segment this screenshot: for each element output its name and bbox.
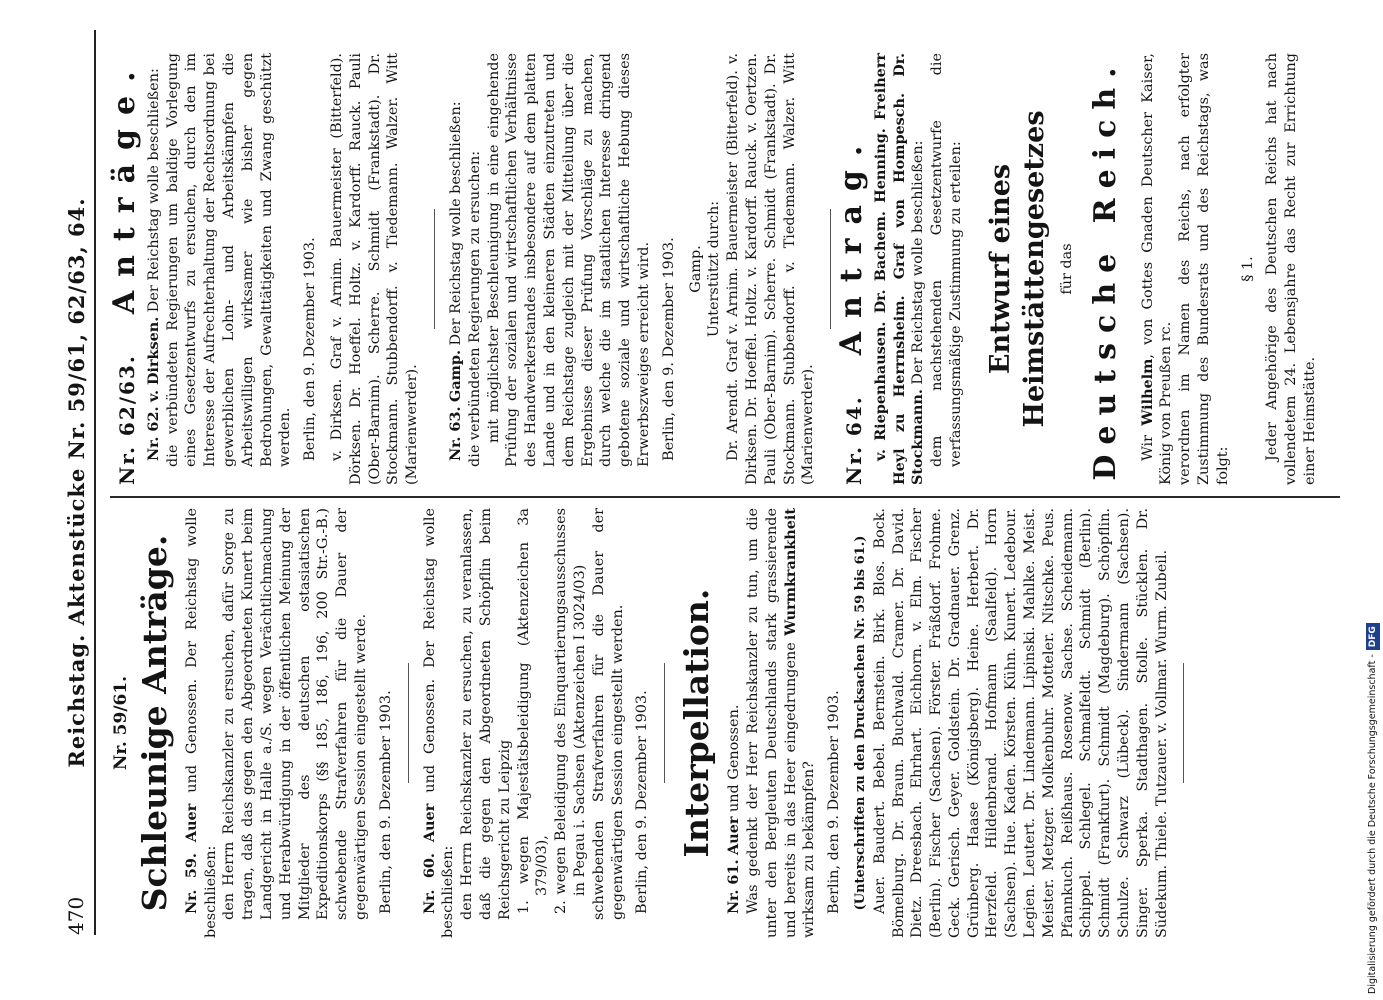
motion-60-body-2: schwebenden Strafverfahren für die Dauer der gegenwärtigen Session eingestellt werden. — [590, 508, 626, 920]
motion-63-body-2: mit möglichster Beschleunigung in eine eingehende Prüfung der sozialen und wirtschaftlichen Verhältnisse des Handwerkerstandes insbesondere auf dem platten Lande und in den kleineren Städten einzutreten und dem Reichstage zugleich mit der Mitteilung über die Ergebnisse dieser Prüfung Vorschläge zu machen, durch welche die im staatlichen Interesse dringend gebotene soziale und wirtschaftliche Hebung dieses Erwerbszweiges erreicht wird. — [485, 53, 652, 467]
motion-59-intro — [183, 508, 221, 938]
interpellation-61-bold: Wurmkrankheit — [781, 508, 799, 636]
bill-wir-rest: , von Gottes Gnaden Deutscher Kaiser, König von Preußen rc. — [1139, 53, 1175, 485]
motion-60-names: Auer — [420, 803, 438, 843]
motion-63-signer: Gamp. — [687, 245, 704, 293]
motion-63-supported-by: Unterstützt durch: — [706, 200, 723, 338]
motion-60-date: Berlin, den 9. Dezember 1903. — [634, 690, 651, 914]
interpellation-61-end: wirksam zu bekämpfen? — [801, 761, 818, 938]
motion-63-intro — [447, 53, 466, 485]
heading-schleunige-antraege: Schleunige Anträge. — [134, 534, 174, 912]
interpellation-61-label: Nr. 61. — [725, 859, 743, 914]
divider — [1183, 663, 1184, 783]
digitization-stamp-text — [1366, 8, 1380, 994]
motion-64-body: dem nachstehenden Gesetzentwurfe die verfassungsmäßige Zustimmung zu erteilen: — [929, 53, 965, 467]
signatures-list: Auer. Baudert. Bebel. Bernstein. Birk. Blos. Bock. Bömelburg. Dr. Braun. Buchwald. Cramer. Dr. David. Dietz. Dreesbach. Ehrhart. Eichhorn. v. Elm. Fischer (Berlin). Fischer (Sachsen). Förster. Fräßdorf. Frohme. Geck. Gerisch. Geyer. Goldstein. Dr. Gradnauer. Grenz. Grünberg. Haase (Königsberg). Heine. Herbert. Dr. Herzfeld. Hildenbrand. Hofmann (Saalfeld). Horn (Sachsen). Hue. Kaden. Körsten. Kühn. Kunert. Ledebour. Legien. Leutert. Dr. Lindemann. Lipinski. Mahlke. Meist. Meister. Metzger. Molkenbuhr. Motteler. Nitschke. Peus. Pfannkuch. Reißhaus. Rosenow. Sachse. Scheidemann. Schippel. Schlegel. Schmalfeldt. Schmidt (Berlin). Schmidt (Frankfurt). Schmidt (Magdeburg). Schöpflin. Schulze. Schwarz (Lübeck). Sindermann (Sachsen). Singer. Sperka. Stadthagen. Stolle. Stücklen. Dr. Südekum. Thiele. Tutzauer. v. Vollmar. Wurm. Zubeil. — [871, 508, 1170, 938]
motion-63-date: Berlin, den 9. Dezember 1903. — [660, 237, 677, 461]
motion-63-supporters: Dr. Arendt. Graf v. Arnim. Bauermeister (Bitterfeld). v. Dirksen. Dr. Hoeffel. Holtz. v. Kardorff. Rauck. v. Oertzen. Pauli (Ober-Barnim). Scherre. Schmidt (Frankstadt). Dr. Stockmann. Stubbendorff. v. Tiedemann. Walzer. Witt (Marienwerder). — [725, 53, 817, 485]
motion-63-intro-text: Der Reichstag wolle beschließen: — [447, 101, 464, 351]
page-header — [62, 30, 92, 935]
motion-64-intro-text: Der Reichstag wolle beschließen: — [910, 140, 927, 390]
motion-60-item-1: 1. wegen Majestätsbeleidigung (Aktenzeichen 3a 379/03), — [515, 508, 551, 914]
bill-verordnen: verordnen im Namen des Reichs, nach erfolgter Zustimmung des Bundesrats und des Reichstags, was folgt: — [1177, 53, 1231, 485]
heading-antrag: Antrag. — [834, 131, 870, 356]
interpellation-61-intro-text: und Genossen. — [726, 704, 743, 817]
motion-62-names: v. Dirksen. — [144, 316, 162, 402]
motion-64-intro — [872, 53, 928, 485]
motion-64-names: v. Riepenhausen. Dr. Bachem. Henning. Freiherr Heyl zu Herrnsheim. Graf von Hompesch. Dr. Stockmann. — [871, 53, 927, 485]
motion-59-date: Berlin, den 9. Dezember 1903. — [377, 690, 394, 914]
divider — [434, 209, 435, 329]
interpellation-61-names: Auer — [725, 816, 743, 855]
left-column — [110, 508, 1343, 938]
motion-60-intro-text: und Genossen. Der Reichstag wolle beschließen: — [421, 508, 457, 938]
motion-59-names: Auer — [182, 803, 200, 843]
bill-paragraph-1-text: Jeder Angehörige des Deutschen Reichs hat nach vollendetem 24. Lebensjahre das Recht zur Errichtung einer Heimstätte. — [1264, 53, 1319, 485]
header-rule — [94, 30, 96, 935]
motion-59-body: den Herrn Reichskanzler zu ersuchen, dafür Sorge zu tragen, daß das gegen den Abgeordneten Kunert beim Landgericht in Halle a./S. wegen Verächtlichmachung und Herabwürdigung in der öffentlichen Meinung der Mitglieder des deutschen ostasiatischen Expeditionskorps (§§ 185, 186, 196, 200 Str.-G.-B.) schwebende Strafverfahren für die Dauer der gegenwärtigen Session eingestellt werde. — [221, 508, 369, 920]
motion-62-intro — [145, 53, 164, 485]
interpellation-61-text: Was gedenkt der Herr Reichskanzler zu tun, um die unter den Bergleuten Deutschlands stark grassierende und bereits in das Heer eingedrungene — [744, 508, 799, 938]
motion-59-label: Nr. 59. — [182, 853, 200, 914]
running-title: Reichstag. Aktenstücke Nr. 59/61, 62/63, 64. — [64, 197, 89, 768]
motion-63-names: Gamp. — [446, 350, 464, 402]
doc-number-59-61: Nr. 59/61. — [111, 675, 131, 771]
dfg-logo: DFG — [1366, 623, 1380, 650]
motion-60-intro — [421, 508, 459, 938]
motion-63-label: Nr. 63. — [446, 406, 464, 461]
motion-60-list — [515, 508, 590, 938]
column-divider — [110, 496, 1340, 498]
divider — [408, 663, 409, 783]
bill-preamble — [1139, 53, 1177, 485]
bill-wilhelm: Wilhelm — [1138, 358, 1156, 426]
doc-number-64: Nr. 64. — [842, 395, 867, 485]
bill-fuer-das: für das — [1058, 243, 1075, 295]
motion-60-label: Nr. 60. — [420, 853, 438, 914]
bill-paragraph-1: § 1. — [1239, 256, 1256, 282]
motion-60-item-2: 2. wegen Beleidigung des Einquartierungsausschusses in Pegau i. Sachsen (Aktenzeichen I 3024/03) — [553, 508, 588, 914]
motion-62-intro-text: Der Reichstag wolle beschließen: — [145, 68, 162, 317]
doc-heading-64 — [834, 53, 870, 485]
interpellation-61-intro — [725, 508, 744, 938]
bill-title: Entwurf eines Heimstättengesetzes — [984, 110, 1050, 428]
heading-interpellation: Interpellation. — [677, 588, 717, 858]
bill-reich: Deutsche Reich. — [1087, 57, 1123, 481]
motion-63-body: die verbündeten Regierungen zu ersuchen: — [466, 150, 483, 467]
motion-60-body: den Herrn Reichskanzler zu ersuchen, zu veranlassen, daß die gegen den Abgeordneten Schöpflin beim Reichsgericht zu Leipzig — [459, 508, 513, 920]
divider — [664, 663, 665, 783]
doc-heading-62-63 — [107, 53, 142, 485]
stamp-text: Digitalisierung gefördert durch die Deutsche Forschungsgemeinschaft - — [1367, 654, 1378, 994]
heading-antraege: Anträge. — [107, 57, 142, 315]
motion-62-supporters: v. Dirksen. Graf v. Arnim. Bauermeister (Bitterfeld). Dörksen. Dr. Hoeffel. Holtz. v. Kardorff. Rauck. Pauli (Ober-Barnim). Scherre. Schmidt (Frankstadt). Dr. Stockmann. Stubbendorff. v. Tiedemann. Walzer. Witt (Marienwerder). — [328, 53, 421, 485]
digitization-stamp — [1366, 8, 1380, 994]
divider — [830, 209, 831, 329]
interpellation-61-body — [744, 508, 819, 938]
motion-62-body: die verbündeten Regierungen um baldige Vorlegung eines Gesetzentwurfs zu ersuchen, durch den im Interesse der Aufrechterhaltung der Rechtsordnung bei gewerblichen Lohn- und Arbeitskämpfen die Arbeitswilligen wirksamer wie bisher gegen Bedrohungen, Gewalttätigkeiten und Zwang geschützt werden. — [164, 53, 294, 467]
bill-wir: Wir — [1139, 425, 1156, 461]
doc-number-62-63: Nr. 62/63. — [115, 354, 139, 485]
signatures-heading: (Unterschriften zu den Drucksachen Nr. 59 bis 61.) — [852, 535, 868, 911]
motion-62-label: Nr. 62. — [144, 406, 162, 461]
page-number: 470 — [64, 896, 88, 935]
motion-59-intro-text: und Genossen. Der Reichstag wolle beschließen: — [183, 508, 219, 938]
motion-62-date: Berlin, den 9. Dezember 1903. — [302, 237, 319, 461]
interpellation-61-date: Berlin, den 9. Dezember 1903. — [826, 690, 843, 914]
right-column — [107, 53, 1343, 485]
